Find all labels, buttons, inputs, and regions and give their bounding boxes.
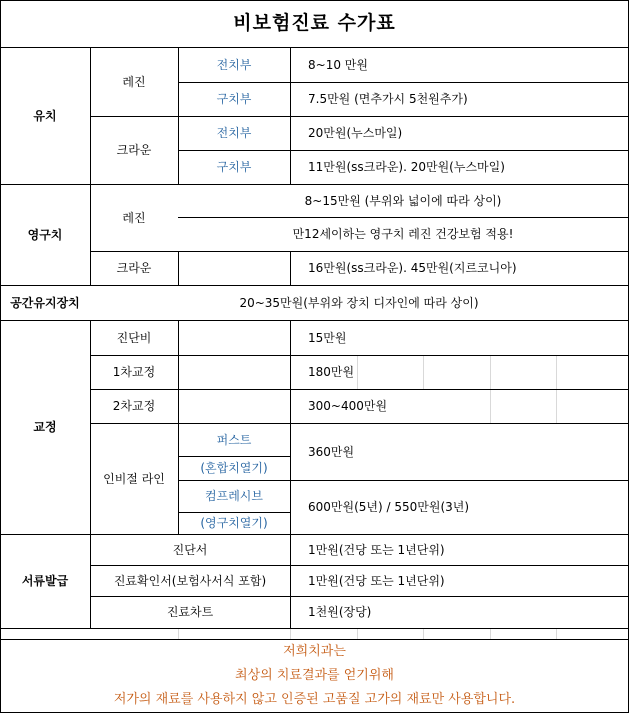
price-medical-chart: 1천원(장당) (308, 605, 372, 619)
price-baby-crown-back: 11만원(ss크라운). 20만원(누스마일) (308, 160, 505, 174)
item-label-baby-resin: 레진 (122, 74, 146, 89)
sub-label-baby-resin-front: 전치부 (216, 57, 252, 72)
footer-line-1: 저희치과는 (283, 643, 346, 659)
sub-label-permanent-dentition: (영구치열기) (200, 516, 268, 530)
section-label-permanent-teeth: 영구치 (27, 227, 63, 242)
sub-label-mixed-dentition: (혼합치열기) (200, 461, 268, 475)
section-label-documents: 서류발급 (21, 574, 69, 588)
item-label-perm-resin: 레진 (122, 210, 146, 225)
section-label-space-maintainer: 공간유지장치 (10, 295, 80, 310)
item-label-medical-chart: 진료차트 (166, 605, 214, 619)
item-label-invisalign: 인비절 라인 (103, 471, 165, 486)
price-diagnosis-certificate: 1만원(건당 또는 1년단위) (308, 542, 445, 557)
price-treatment-confirmation: 1만원(건당 또는 1년단위) (308, 573, 445, 588)
sub-label-baby-crown-back: 구치부 (216, 160, 252, 174)
section-label-baby-teeth: 유치 (33, 108, 57, 123)
price-ortho-phase2: 300~400만원 (308, 399, 388, 413)
price-perm-resin: 8~15만원 (부위와 넓이에 따라 상이) (304, 193, 502, 208)
price-diagnosis-fee: 15만원 (308, 330, 347, 345)
note-perm-resin-insurance: 만12세이하는 영구치 레진 건강보험 적용! (292, 227, 514, 241)
item-label-diagnosis-certificate: 진단서 (172, 542, 208, 557)
price-invisalign-first: 360만원 (308, 444, 355, 459)
item-label-ortho-phase1: 1차교정 (112, 365, 156, 379)
sub-label-baby-resin-back: 구치부 (216, 92, 252, 106)
item-label-treatment-confirmation: 진료확인서(보험사서식 포함) (113, 573, 267, 588)
sub-label-invisalign-comprehensive: 컴프레시브 (205, 489, 263, 503)
price-baby-crown-front: 20만원(누스마일) (308, 126, 403, 140)
price-ortho-phase1: 180만원 (308, 365, 355, 379)
sub-label-baby-crown-front: 전치부 (216, 126, 252, 140)
price-invisalign-comprehensive: 600만원(5년) / 550만원(3년) (308, 500, 470, 514)
section-label-orthodontics: 교정 (33, 420, 57, 434)
sub-label-invisalign-first: 퍼스트 (216, 432, 252, 447)
price-perm-crown: 16만원(ss크라운). 45만원(지르코니아) (308, 261, 517, 275)
price-space-maintainer: 20~35만원(부위와 장치 디자인에 따라 상이) (239, 295, 479, 310)
item-label-baby-crown: 크라운 (116, 143, 152, 157)
table-title: 비보험진료 수가표 (233, 12, 396, 34)
price-baby-resin-back: 7.5만원 (면추가시 5천원추가) (308, 92, 468, 106)
footer-line-3: 저가의 재료를 사용하지 않고 인증된 고품질 고가의 재료만 사용합니다. (113, 691, 516, 707)
item-label-perm-crown: 크라운 (116, 261, 152, 275)
item-label-ortho-phase2: 2차교정 (112, 399, 156, 413)
footer-line-2: 최상의 치료결과를 얻기위해 (235, 667, 394, 683)
price-baby-resin-front: 8~10 만원 (308, 57, 368, 72)
item-label-diagnosis-fee: 진단비 (116, 330, 152, 345)
